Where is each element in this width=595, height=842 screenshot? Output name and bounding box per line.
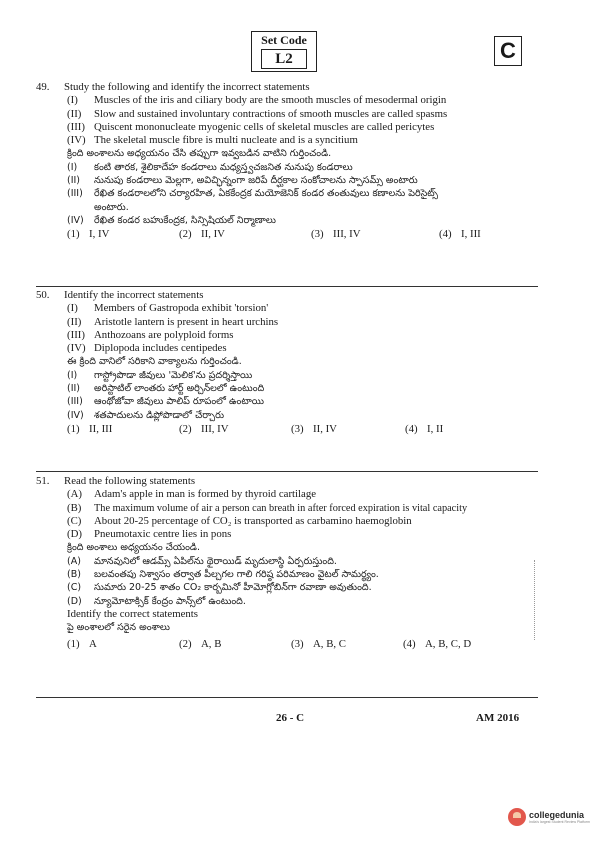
watermark-name: collegedunia — [529, 810, 585, 820]
question-49 — [36, 81, 536, 242]
identify-instruction-telugu: పై అంశాలలో సరైన అంశాలు — [67, 622, 170, 634]
telugu-statement: అంటారు. — [94, 201, 129, 213]
telugu-statement: (III) ఆంథోజోవా జీవులు పాలిప్ రూపంలో ఉంటాయి — [67, 396, 264, 408]
set-code-box — [251, 31, 317, 72]
question-stem: Read the following statements — [64, 475, 196, 487]
statement: (II) Slow and sustained involuntary contractions of smooth muscles are called spasms — [67, 107, 448, 120]
option-2[interactable]: (2) II, IV — [179, 228, 225, 241]
telugu-statement: (II) నునుపు కండరాలు మెల్లగా, అవిచ్ఛిన్నంగా జరిపే దీర్ఘకాల సంకోచాలను స్పాసమ్స్ అంటారు — [67, 175, 418, 187]
question-50 — [36, 289, 536, 436]
statement: (C) About 20-25 percentage of CO₂ is transported as carbamino haemoglobin — [67, 514, 412, 527]
option-3[interactable]: (3) III, IV — [311, 228, 361, 241]
set-code-value: L2 — [261, 49, 307, 69]
telugu-stem: క్రింది అంశాలను అధ్యయనం చేసి తప్పుగా ఇవ్వబడిన వాటిని గుర్తించండి. — [67, 148, 332, 160]
statement: (D) Pneumotaxic centre lies in pons — [67, 528, 232, 541]
question-number: 49. — [36, 81, 50, 93]
statement: (IV) Diplopoda includes centipedes — [67, 342, 227, 355]
telugu-statement: (II) అరిస్టాటిల్ లాంతరు హార్ట్ అర్చిన్‌లలో ఉంటుంది — [67, 383, 265, 395]
statement: (III) Quiscent mononucleate myogenic cells of skeletal muscles are called pericytes — [67, 120, 435, 133]
divider — [36, 697, 538, 698]
watermark — [508, 808, 590, 826]
version-box: C — [494, 36, 522, 66]
question-number: 51. — [36, 475, 50, 487]
exam-code: AM 2016 — [476, 712, 520, 724]
options — [36, 423, 536, 436]
telugu-stem: క్రింది అంశాలు అధ్యయనం చేయండి. — [67, 542, 200, 554]
option-4[interactable]: (4) I, II — [405, 422, 444, 435]
option-4[interactable]: (4) A, B, C, D — [403, 637, 472, 650]
option-3[interactable]: (3) II, IV — [291, 422, 337, 435]
option-4[interactable]: (4) I, III — [439, 228, 481, 241]
telugu-statement: (I) కంటి తారక, శైలికాదేహ కండరాలు మధ్యస్త్వచజనిత నునుపు కండరాలు — [67, 161, 353, 173]
telugu-statement: (A) మానవునిలో ఆడమ్స్ ఏపిల్‌ను థైరాయిడ్ మృదులాస్థి ఏర్పరుస్తుంది. — [67, 555, 337, 567]
collegedunia-logo-icon — [508, 808, 526, 826]
telugu-statement: (C) సుమారు 20-25 శాతం CO₂ కార్బమినో హీమోగ్లోబిన్‌గా రవాణా అవుతుంది. — [67, 582, 372, 594]
option-1[interactable]: (1) A — [67, 637, 97, 650]
statement: (I) Members of Gastropoda exhibit 'torsion' — [67, 302, 269, 315]
option-1[interactable]: (1) I, IV — [67, 228, 110, 241]
option-1[interactable]: (1) II, III — [67, 422, 113, 435]
divider — [36, 286, 538, 287]
option-2[interactable]: (2) III, IV — [179, 422, 229, 435]
question-stem: Study the following and identify the incorrect statements — [64, 81, 310, 93]
statement: (B) The maximum volume of air a person can breath in after forced expiration is vital capacity — [67, 501, 468, 514]
telugu-statement: (B) బలవంతపు నిశ్వాసం తర్వాత పీల్చగల గాలి గరిష్ఠ పరిమాణం వైటల్ సామర్థ్యం. — [67, 569, 379, 581]
options — [36, 228, 536, 241]
statement: (III) Anthozoans are polyploid forms — [67, 328, 234, 341]
telugu-statement: (I) గాస్ట్రోపొడా జీవులు 'మెలిక'ను ప్రదర్శిస్తాయి — [67, 369, 253, 381]
telugu-statement: (IV) శతపాదులను డిప్లోపొడాలో చేర్చారు — [67, 409, 225, 421]
statement: (II) Aristotle lantern is present in heart urchins — [67, 315, 279, 328]
telugu-stem: ఈ క్రింది వానిలో సరికాని వాక్యాలను గుర్తించండి. — [67, 356, 242, 368]
statement: (IV) The skeletal muscle fibre is multi nucleate and is a syncitium — [67, 134, 358, 147]
identify-instruction: Identify the correct statements — [67, 607, 199, 620]
telugu-statement: (IV) రేఖిత కండర బహుకేంద్రక, సిన్సిషియల్ నిర్మాణాలు — [67, 214, 276, 226]
margin-mark — [534, 560, 535, 640]
set-code-label: Set Code — [261, 33, 307, 47]
telugu-statement: (III) రేఖిత కండరాలలోని చర్యారహిత, ఏకకేంద్రక మయోజెనిక్ కండర తంతువులు కణాలను పెరిసైట్స్ — [67, 188, 439, 200]
divider — [36, 471, 538, 472]
statement: (I) Muscles of the iris and ciliary body are the smooth muscles of mesodermal origin — [67, 94, 447, 107]
question-number: 50. — [36, 289, 50, 301]
option-3[interactable]: (3) A, B, C — [291, 637, 346, 650]
question-51 — [36, 475, 536, 651]
watermark-tagline: India's largest Student Review Platform — [529, 820, 590, 824]
page-number: 26 - C — [276, 712, 305, 724]
options — [36, 638, 536, 651]
question-stem: Identify the incorrect statements — [64, 289, 204, 301]
option-2[interactable]: (2) A, B — [179, 637, 222, 650]
telugu-statement: (D) న్యూమోటాక్సిక్ కేంద్రం పాన్స్‌లో ఉంటుంది. — [67, 595, 246, 607]
statement: (A) Adam's apple in man is formed by thyroid cartilage — [67, 488, 317, 501]
